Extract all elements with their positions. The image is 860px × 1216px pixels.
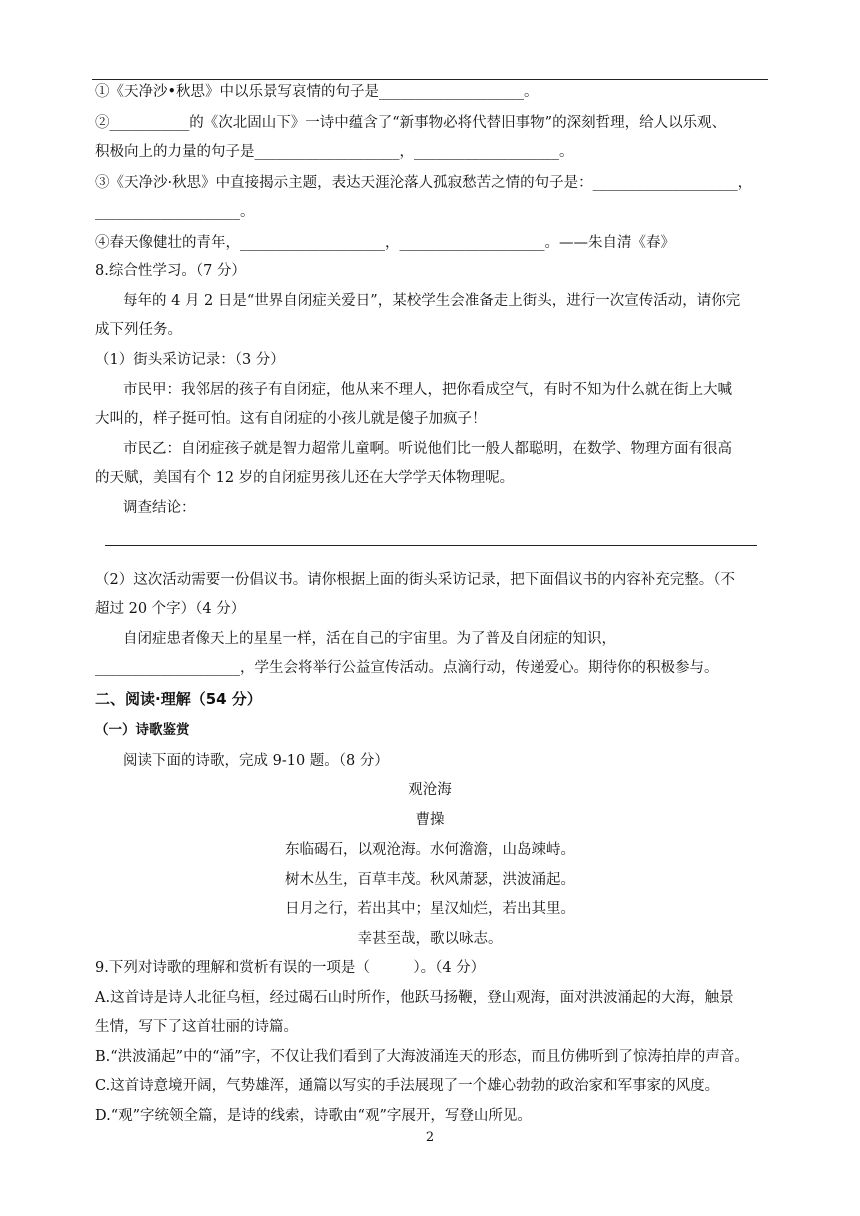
subquestion-2-cont: 超过 20 个字）（4 分） — [95, 601, 246, 617]
option-c: C.这首诗意境开阔，气势雄浑，通篇以写实的手法展现了一个雄心勃勃的政治家和军事家的风度。 — [95, 1078, 720, 1094]
option-a-cont: 生情，写下了这首壮丽的诗篇。 — [95, 1019, 298, 1035]
citizen-a-cont: 大叫的，样子挺可怕。这有自闭症的小孩儿就是傻子加疯子！ — [95, 411, 487, 427]
citizen-b-cont: 的天赋，美国有个 12 岁的自闭症男孩儿还在大学学天体物理呢。 — [95, 470, 515, 486]
survey-conclusion-label: 调查结论： — [123, 500, 196, 516]
fill-blank-1: ①《天净沙•秋思》中以乐景写哀情的句子是____________________。 — [95, 84, 539, 100]
poem-line-2: 树木丛生，百草丰茂。秋风萧瑟，洪波涌起。 — [285, 872, 575, 888]
proposal-text: 自闭症患者像天上的星星一样，活在自己的宇宙里。为了普及自闭症的知识， — [123, 631, 616, 647]
section-heading: 二、阅读·理解（54 分） — [95, 690, 262, 708]
fill-blank-3: ③《天净沙·秋思》中直接揭示主题，表达天涯沦落人孤寂愁苦之情的句子是：____________________， — [95, 175, 753, 191]
fill-blank-2-cont: 积极向上的力量的句子是____________________，____________________。 — [95, 144, 574, 160]
citizen-b: 市民乙：自闭症孩子就是智力超常儿童啊。听说他们比一般人都聪明，在数学、物理方面有很高 — [123, 441, 732, 457]
poem-line-4: 幸甚至哉，歌以咏志。 — [357, 931, 503, 947]
question-8-intro-cont: 成下列任务。 — [95, 322, 182, 338]
question-8-intro: 每年的 4 月 2 日是“世界自闭症关爱日”，某校学生会准备走上街头，进行一次宣传活动，请你完 — [123, 293, 741, 309]
subquestion-1: （1）街头采访记录：（3 分） — [95, 352, 285, 368]
poem-title: 观沧海 — [408, 782, 452, 798]
question-9: 9.下列对诗歌的理解和赏析有误的一项是（ ）。（4 分） — [95, 960, 486, 976]
answer-line — [105, 545, 757, 546]
fill-blank-3-cont: ____________________。 — [95, 204, 255, 220]
header-rule — [92, 79, 768, 80]
option-b: B.“洪波涌起”中的“涌”字，不仅让我们看到了大海波涌连天的形态，而且仿佛听到了惊涛拍岸的声音。 — [95, 1049, 749, 1065]
option-a: A.这首诗是诗人北征乌桓，经过碣石山时所作，他跃马扬鞭，登山观海，面对洪波涌起的大海，触景 — [95, 990, 734, 1006]
question-8-title: 8.综合性学习。（7 分） — [95, 263, 246, 279]
poem-author: 曹操 — [415, 812, 445, 828]
proposal-text-cont: ____________________，学生会将举行公益宣传活动。点滴行动，传递爱心。期待你的积极参与。 — [95, 660, 719, 676]
fill-blank-4: ④春天像健壮的青年，____________________，____________________。——朱自清《春》 — [95, 235, 675, 251]
subquestion-2: （2）这次活动需要一份倡议书。请你根据上面的街头采访记录，把下面倡议书的内容补充完整。（不 — [95, 572, 735, 588]
poem-line-1: 东临碣石，以观沧海。水何澹澹，山岛竦峙。 — [285, 842, 575, 858]
poem-line-3: 日月之行，若出其中；星汉灿烂，若出其里。 — [285, 901, 575, 917]
option-d: D.“观”字统领全篇，是诗的线索，诗歌由“观”字展开，写登山所见。 — [95, 1108, 532, 1124]
fill-blank-2: ②___________的《次北固山下》一诗中蕴含了“新事物必将代替旧事物”的深刻哲理，给人以乐观、 — [95, 115, 727, 131]
subsection-heading: （一）诗歌鉴赏 — [95, 722, 190, 738]
poem-instruction: 阅读下面的诗歌，完成 9-10 题。（8 分） — [123, 753, 389, 769]
citizen-a: 市民甲：我邻居的孩子有自闭症，他从来不理人，把你看成空气，有时不知为什么就在街上大喊 — [123, 382, 732, 398]
page-number: 2 — [425, 1130, 435, 1145]
